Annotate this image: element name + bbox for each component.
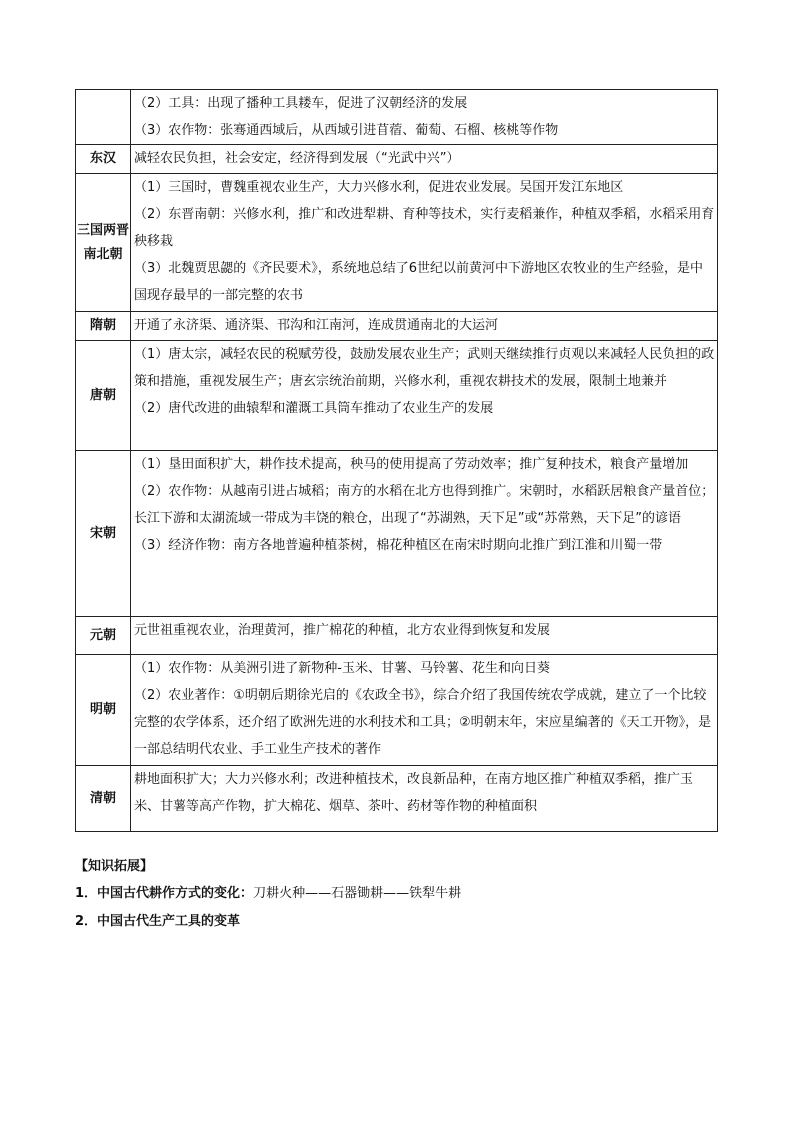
content-line: （1）垦田面积扩大，耕作技术提高，秧马的使用提高了劳动效率；推广复种技术，粮食产量增加 <box>134 457 689 472</box>
content-cell <box>131 655 718 766</box>
content-line: （1）农作物：从美洲引进了新物种-玉米、甘薯、马铃薯、花生和向日葵 <box>134 661 550 676</box>
table-row <box>76 655 718 766</box>
content-cell <box>131 90 718 145</box>
content-line: （2）东晋南朝：兴修水利，推广和改进犁耕、育种等技术，实行麦稻兼作，种植双季稻，水稻采用育秧移栽 <box>134 207 715 249</box>
content-line: （2）农作物：从越南引进占城稻；南方的水稻在北方也得到推广。宋朝时，水稻跃居粮食产量首位；长江下游和太湖流域一带成为丰饶的粮仓，出现了“苏湖熟，天下足”或“苏常熟，天下足”的谚语 <box>134 484 715 526</box>
content-line: （3）北魏贾思勰的《齐民要术》，系统地总结了6世纪以前黄河中下游地区农牧业的生产经验，是中国现存最早的一部完整的农书 <box>134 261 704 303</box>
table-row <box>76 174 718 312</box>
era-cell: 唐朝 <box>76 341 131 451</box>
content-line: （3）经济作物：南方各地普遍种植茶树，棉花种植区在南宋时期向北推广到江淮和川蜀一带 <box>134 538 663 553</box>
table-row <box>76 145 718 174</box>
content-cell <box>131 766 718 832</box>
era-cell: 元朝 <box>76 617 131 655</box>
content-line: 开通了永济渠、通济渠、邗沟和江南河，连成贯通南北的大运河 <box>134 318 499 333</box>
era-cell <box>76 90 131 145</box>
item-title: 中国古代耕作方式的变化： <box>97 886 254 901</box>
table-row <box>76 312 718 341</box>
content-line: 元世祖重视农业，治理黄河，推广棉花的种植，北方农业得到恢复和发展 <box>134 623 551 638</box>
content-line: （2）农业著作：①明朝后期徐光启的《农政全书》，综合介绍了我国传统农学成就，建立了一个比较完整的农学体系，还介绍了欧洲先进的水利技术和工具；②明朝末年，宋应星编著的《天工开物》，是一部总结明代农业、手工业生产技术的著作 <box>134 688 712 757</box>
content-line: （2）唐代改进的曲辕犁和灌溉工具筒车推动了农业生产的发展 <box>134 401 494 416</box>
content-line: （3）农作物：张骞通西域后，从西域引进苜蓿、葡萄、石榴、核桃等作物 <box>134 123 559 138</box>
content-line: （1）三国时，曹魏重视农业生产，大力兴修水利，促进农业发展。吴国开发江东地区 <box>134 180 624 195</box>
content-cell <box>131 451 718 617</box>
content-cell <box>131 145 718 174</box>
era-cell: 宋朝 <box>76 451 131 617</box>
era-cell: 三国两晋南北朝 <box>76 174 131 312</box>
agriculture-history-table <box>75 89 718 832</box>
table-row <box>76 451 718 617</box>
era-cell: 清朝 <box>76 766 131 832</box>
content-line: 减轻农民负担，社会安定，经济得到发展（“光武中兴”） <box>134 151 460 166</box>
table-row <box>76 341 718 451</box>
table-row <box>76 766 718 832</box>
content-line: （1）唐太宗，减轻农民的税赋劳役，鼓励发展农业生产；武则天继续推行贞观以来减轻人民负担的政策和措施，重视发展生产；唐玄宗统治前期，兴修水利，重视农耕技术的发展，限制土地兼并 <box>134 347 715 389</box>
era-cell: 东汉 <box>76 145 131 174</box>
content-cell <box>131 341 718 451</box>
content-cell <box>131 617 718 655</box>
content-cell <box>131 312 718 341</box>
content-line: （2）工具：出现了播种工具耧车，促进了汉朝经济的发展 <box>134 96 468 111</box>
item-text: 刀耕火种——石器锄耕——铁犁牛耕 <box>253 886 462 901</box>
item-number: 2． <box>75 914 98 929</box>
item-number: 1． <box>75 886 98 901</box>
content-line: 耕地面积扩大；大力兴修水利；改进种植技术，改良新品种，在南方地区推广种植双季稻，推广玉米、甘薯等高产作物，扩大棉花、烟草、茶叶、药材等作物的种植面积 <box>134 772 694 814</box>
item-title: 中国古代生产工具的变革 <box>97 914 241 929</box>
table-row <box>76 90 718 145</box>
extension-heading: 【知识拓展】 <box>75 859 154 874</box>
table-row <box>76 617 718 655</box>
content-cell <box>131 174 718 312</box>
era-cell: 隋朝 <box>76 312 131 341</box>
era-cell: 明朝 <box>76 655 131 766</box>
extension-item <box>75 884 461 904</box>
extension-item <box>75 912 240 932</box>
